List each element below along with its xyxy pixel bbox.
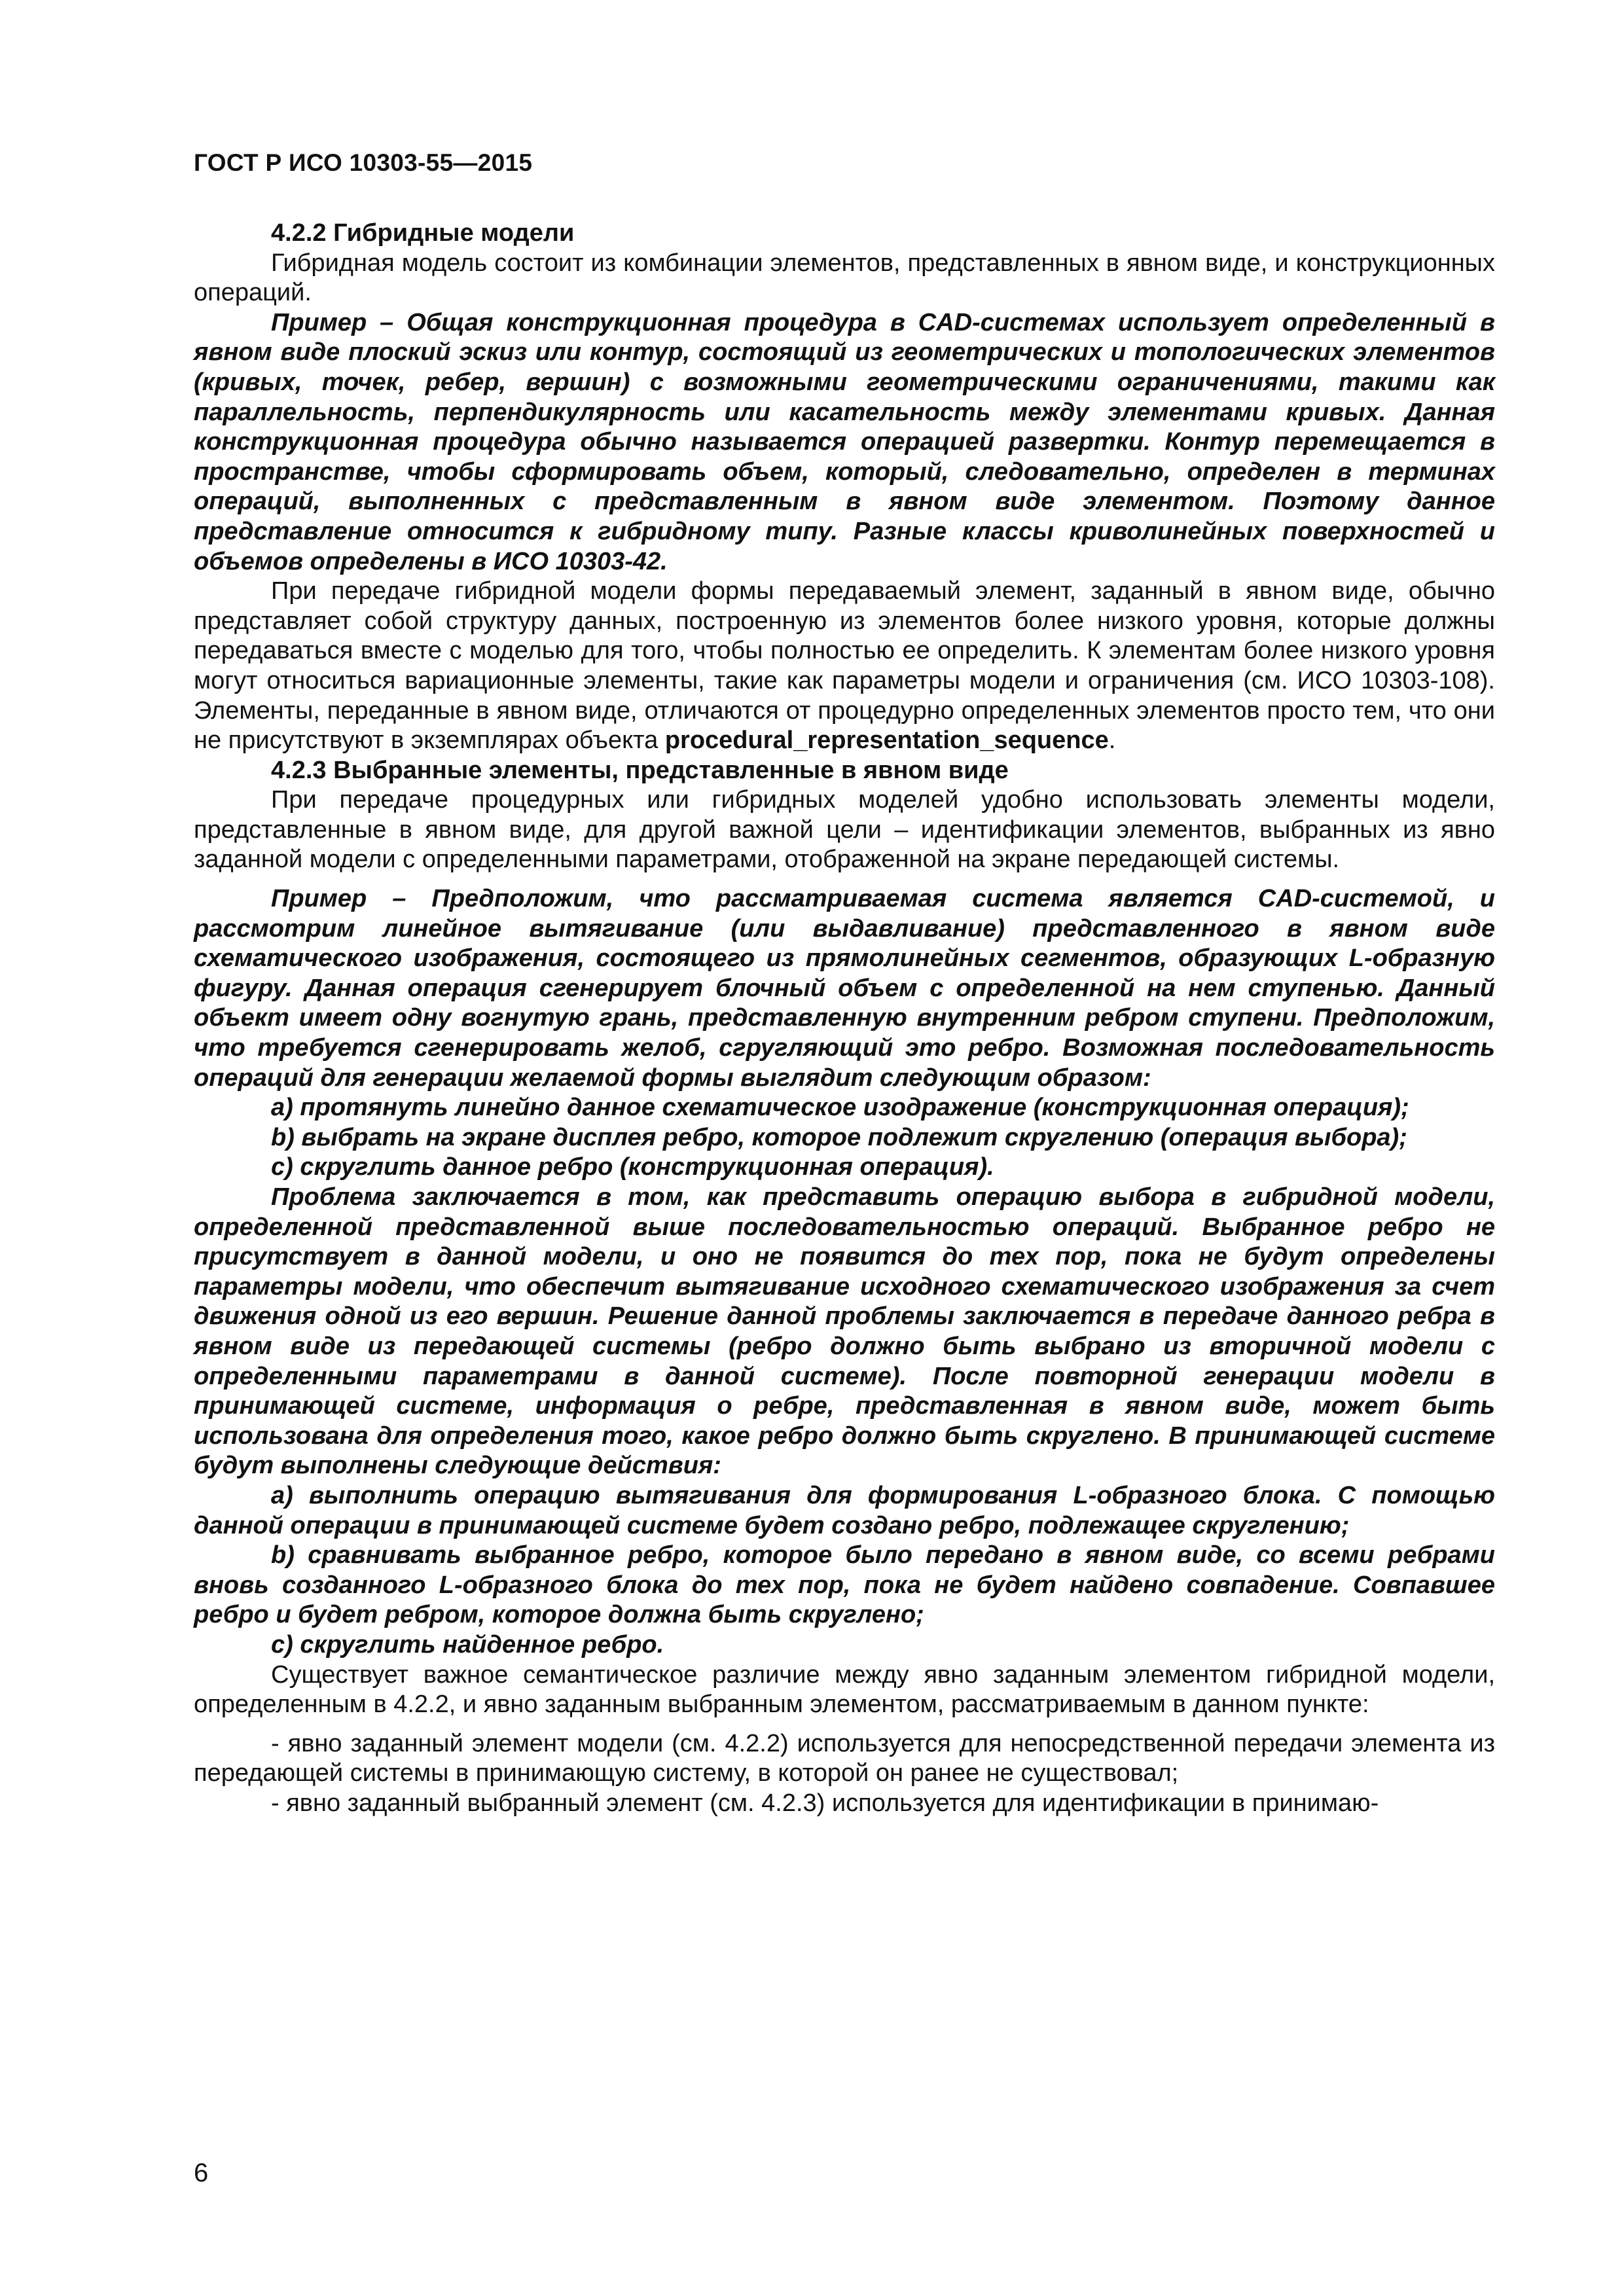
list-item: с) скруглить данное ребро (конструкционная операция). — [271, 1153, 994, 1181]
heading-4-2-3: 4.2.3 Выбранные элементы, представленные в явном виде — [271, 756, 1009, 784]
paragraph-selected-elements: При передаче процедурных или гибридных моделей удобно использовать элементы модели, представленные в явном виде, для другой важной цели – идентификации элементов, выбранных из явно заданной модели с определенными параметрами, отображенной на экране передающей системы. — [194, 786, 1495, 874]
paragraph-semantic-difference: Существует важное семантическое различие между явно заданным элементом гибридной модели, определенным в 4.2.2, и явно заданным выбранным элементом, рассматриваемым в данном пункте: — [194, 1660, 1495, 1719]
dash-item: - явно заданный выбранный элемент (см. 4.2.3) используется для идентификации в принимаю- — [271, 1789, 1379, 1817]
heading-4-2-2: 4.2.2 Гибридные модели — [271, 219, 575, 247]
list-item: а) выполнить операцию вытягивания для формирования L-образного блока. С помощью данной операции в принимающей системе будет создано ребро, подлежащее скруглению; — [194, 1481, 1495, 1539]
list-item: с) скруглить найденное ребро. — [271, 1630, 664, 1659]
paragraph-hybrid-model: Гибридная модель состоит из комбинации элементов, представленных в явном виде, и конструкционных операций. — [194, 249, 1495, 307]
example-problem: Проблема заключается в том, как представить операцию выбора в гибридной модели, определенной представленной выше последовательностью операций. Выбранное ребро не присутствует в данной модели, и оно не появится до тех пор, пока не будут определены параметры модели, что обеспечит вытягивание исходного схематического изображения за счет движения одной из его вершин. Решение данной проблемы заключается в передаче данного ребра в явном виде из передающей системы (ребро должно быть выбрано из вторичной модели с определенными параметрами в данной системе). После повторной генерации модели в принимающей системе, информация о ребре, представленная в явном виде, может быть использована для определения того, какое ребро должно быть скруглено. В принимающей системе будут выполнены следующие действия: — [194, 1183, 1495, 1480]
entity-name-procedural-sequence: procedural_representation_sequence — [664, 726, 1109, 755]
dash-item: - явно заданный элемент модели (см. 4.2.2) используется для непосредственной передачи элемента из передающей системы в принимающую систему, в которой он ранее не существовал; — [194, 1729, 1495, 1787]
page-number: 6 — [194, 2159, 209, 2187]
page-body — [194, 219, 1495, 1818]
list-item: b) выбрать на экране дисплея ребро, которое подлежит скруглению (операция выбора); — [271, 1123, 1407, 1151]
example-extrusion: Пример – Предположим, что рассматриваемая система является CAD-системой, и рассмотрим линейное вытягивание (или выдавливание) представленного в явном виде схематического изображения, состоящего из прямолинейных сегментов, образующих L-образную фигуру. Данная операция сгенерирует блочный объем с определенной на нем ступенью. Данный объект имеет одну вогнутую грань, представленную внутренним ребром ступени. Предположим, что требуется сгенерировать желоб, сгругляющий это ребро. Возможная последовательность операций для генерации желаемой формы выглядит следующим образом: — [194, 885, 1495, 1092]
example-cad-procedure: Пример – Общая конструкционная процедура в CAD-системах использует определенный в явном виде плоский эскиз или контур, состоящий из геометрических и топологических элементов (кривых, точек, ребер, вершин) с возможными геометрическими ограничениями, такими как параллельность, перпендикулярность или касательность между элементами кривых. Данная конструкционная процедура обычно называется операцией развертки. Контур перемещается в пространстве, чтобы сформировать объем, который, следовательно, определен в терминах операций, выполненных с представленным в явном виде элементом. Поэтому данное представление относится к гибридному типу. Разные классы криволинейных поверхностей и объемов определены в ИСО 10303-42. — [194, 308, 1495, 575]
sentence-end: . — [1108, 726, 1116, 755]
list-item: b) сравнивать выбранное ребро, которое было передано в явном виде, со всеми ребрами вновь созданного L-образного блока до тех пор, пока не будет найдено совпадение. Совпавшее ребро и будет ребром, которое должна быть скруглено; — [194, 1541, 1495, 1629]
paragraph-transfer-hybrid — [194, 577, 1495, 756]
list-item: а) протянуть линейно данное схематическое изодражение (конструкционная операция); — [271, 1094, 1409, 1122]
standard-code: ГОСТ Р ИСО 10303-55—2015 — [194, 149, 533, 176]
paragraph-transfer-text: При передаче гибридной модели формы передаваемый элемент, заданный в явном виде, обычно представляет собой структуру данных, построенную из элементов более низкого уровня, которые должны передаваться вместе с моделью для того, чтобы полностью ее определить. К элементам более низкого уровня могут относиться вариационные элементы, такие как параметры модели и ограничения (см. ИСО 10303-108). Элементы, переданные в явном виде, отличаются от процедурно определенных элементов просто тем, что они не присутствуют в экземплярах объекта — [194, 577, 1495, 755]
